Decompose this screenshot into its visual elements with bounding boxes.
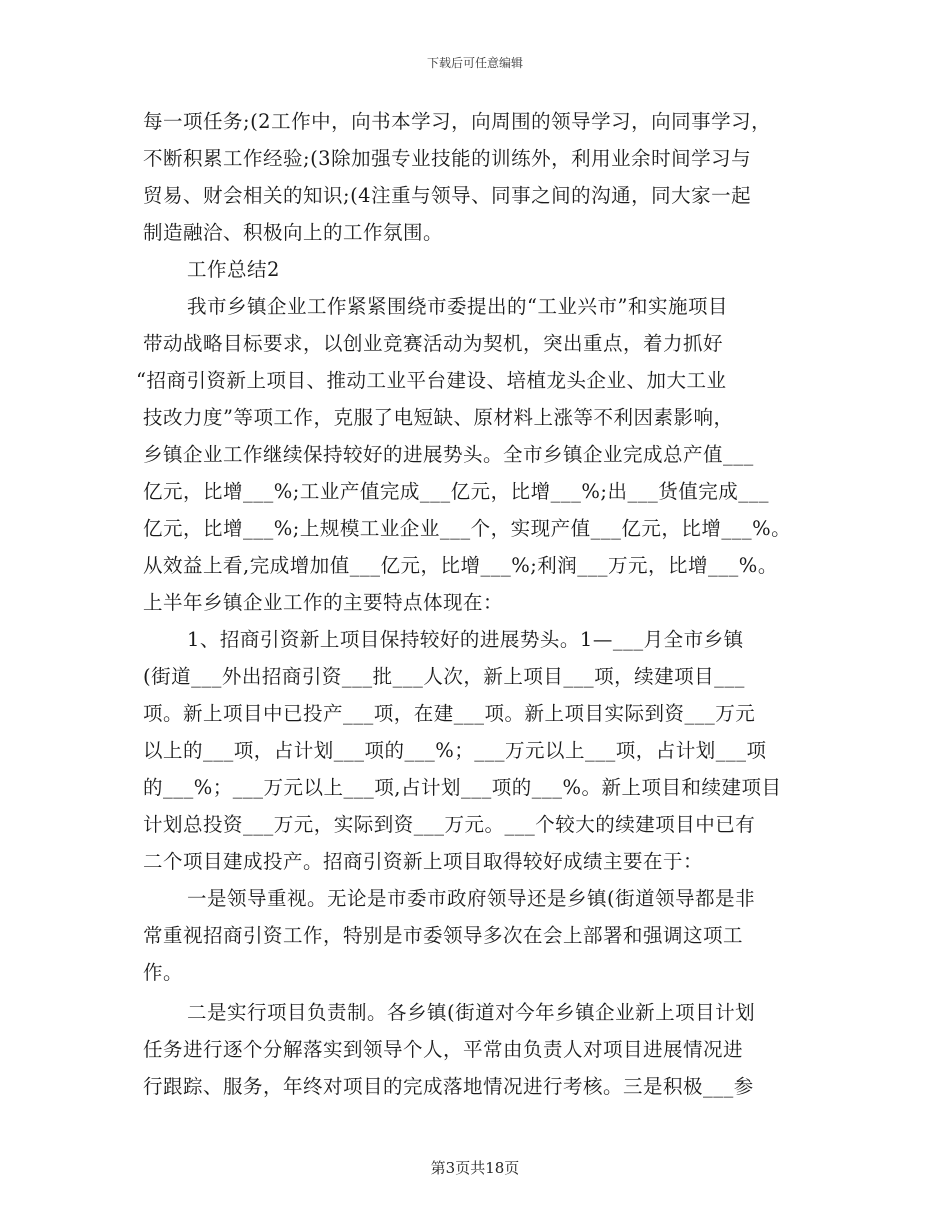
text-line: 以上的___项，占计划___项的___%；___万元以上___项，占计划___项 — [143, 739, 767, 762]
text-line: 贸易、财会相关的知识;(4注重与领导、同事之间的沟通，同大家一起 — [143, 184, 752, 207]
text-line: 任务进行逐个分解落实到领导个人，平常由负责人对项目进展情况进 — [143, 1038, 744, 1061]
text-line: 从效益上看,完成增加值___亿元，比增___%;利润___万元，比增___%。 — [143, 554, 778, 577]
text-line: 亿元，比增___%;工业产值完成___亿元，比增___%;出___货值完成___ — [143, 480, 769, 503]
text-line: 我市乡镇企业工作紧紧围绕市委提出的“工业兴市”和实施项目 — [187, 295, 728, 318]
text-line: 技改力度”等项工作，克服了电短缺、原材料上涨等不利因素影响， — [143, 406, 734, 429]
text-line: 的___%；___万元以上___项,占计划___项的___%。新上项目和续建项目 — [143, 776, 782, 799]
text-line: 乡镇企业工作继续保持较好的进展势头。全市乡镇企业完成总产值___ — [143, 443, 754, 466]
text-line: “招商引资新上项目、推动工业平台建设、培植龙头企业、加大工业 — [136, 369, 727, 392]
text-line: 每一项任务;(2工作中，向书本学习，向周围的领导学习，向同事学习， — [143, 110, 772, 133]
page-footer: 第3页共18页 — [430, 1159, 520, 1177]
text-line: 一是领导重视。无论是市委市政府领导还是乡镇(街道领导都是非 — [187, 887, 756, 910]
text-line: 项。新上项目中已投产___项，在建___项。新上项目实际到资___万元 — [143, 702, 756, 725]
text-line: 二个项目建成投产。招商引资新上项目取得较好成绩主要在于： — [143, 850, 704, 873]
section-heading: 工作总结2 — [187, 258, 280, 281]
text-line: 不断积累工作经验;(3除加强专业技能的训练外，利用业余时间学习与 — [143, 147, 752, 170]
text-line: 常重视招商引资工作，特别是市委领导多次在会上部署和强调这项工 — [143, 924, 744, 947]
text-line: 制造融洽、积极向上的工作氛围。 — [143, 221, 444, 244]
page-header: 下载后可任意编辑 — [426, 56, 523, 70]
text-line: 带动战略目标要求，以创业竞赛活动为契机，突出重点，着力抓好 — [143, 332, 724, 355]
text-line: (街道___外出招商引资___批___人次，新上项目___项，续建项目___ — [143, 665, 745, 688]
text-line: 行跟踪、服务，年终对项目的完成落地情况进行考核。三是积极___参 — [143, 1075, 754, 1098]
text-line: 上半年乡镇企业工作的主要特点体现在： — [143, 591, 504, 614]
text-line: 计划总投资___万元，实际到资___万元。___个较大的续建项目中已有 — [143, 813, 756, 836]
text-line: 二是实行项目负责制。各乡镇(街道对今年乡镇企业新上项目计划 — [187, 1001, 756, 1024]
text-line: 1、招商引资新上项目保持较好的进展势头。1—___月全市乡镇 — [187, 628, 744, 651]
text-line: 作。 — [143, 961, 184, 984]
text-line: 亿元，比增___%;上规模工业企业___个，实现产值___亿元，比增___%。 — [143, 517, 792, 540]
